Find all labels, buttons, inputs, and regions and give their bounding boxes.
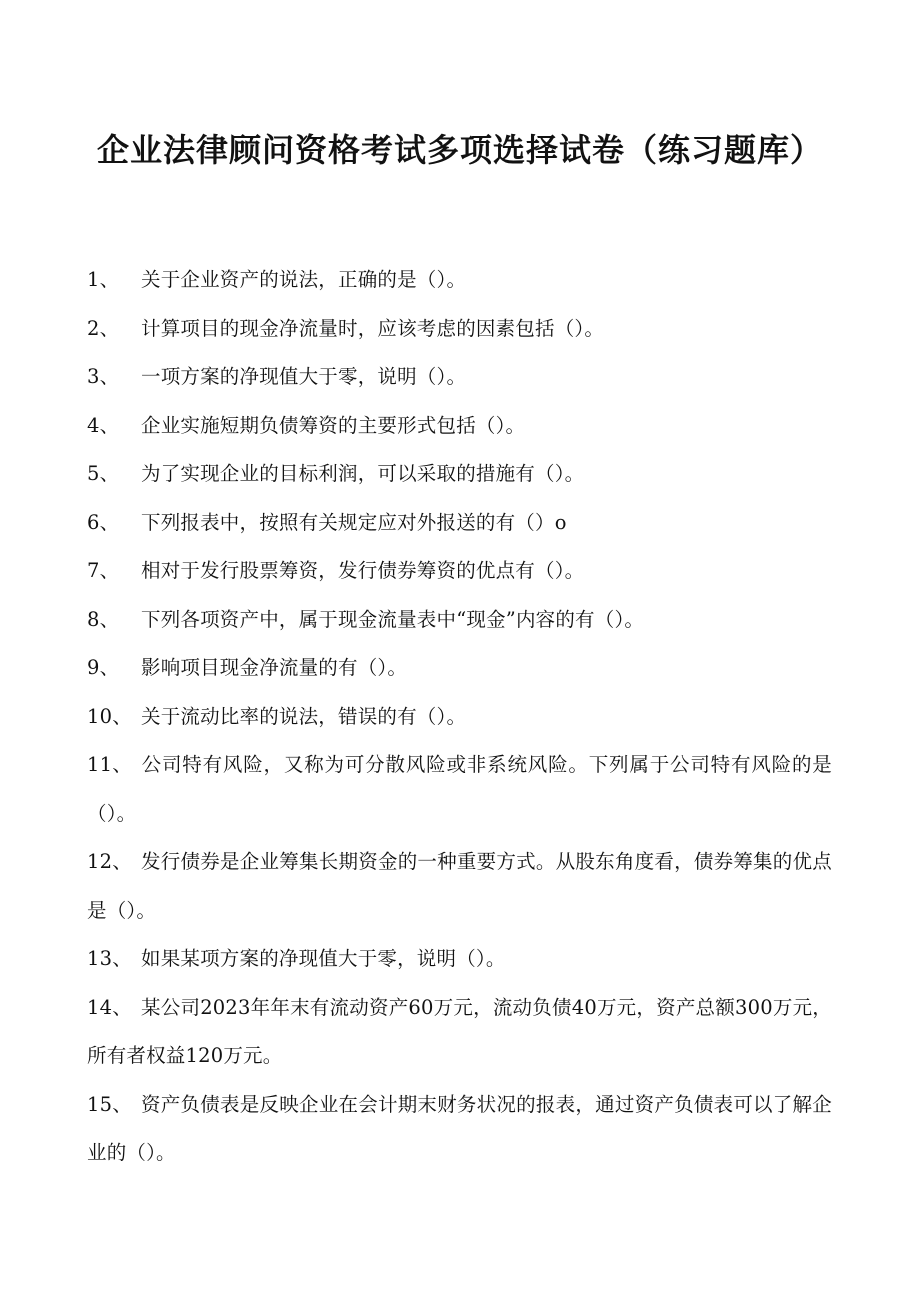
question-number: 4、 <box>87 413 120 437</box>
question-text: 如果某项方案的净现值大于零，说明（）。 <box>141 947 506 970</box>
question-number: 14、 <box>87 995 132 1019</box>
question-number: 10、 <box>87 704 132 728</box>
question-text: 公司特有风险，又称为可分散风险或非系统风险。下列属于公司特有风险的是（）。 <box>87 753 832 825</box>
question-item <box>87 547 832 596</box>
question-item <box>87 693 832 742</box>
question-text: 企业实施短期负债筹资的主要形式包括（）。 <box>141 413 526 437</box>
question-number: 8、 <box>87 607 120 631</box>
question-number: 13、 <box>87 947 132 970</box>
question-text: 为了实现企业的目标利润，可以采取的措施有（）。 <box>141 462 585 485</box>
question-text: 计算项目的现金净流量时，应该考虑的因素包括（）。 <box>141 316 605 340</box>
question-item <box>87 984 832 1081</box>
question-number: 11、 <box>87 753 132 776</box>
question-number: 2、 <box>87 316 120 340</box>
question-text: 某公司2023年年末有流动资产60万元，流动负债40万元，资产总额300万元，所有者权益120万元。 <box>87 995 832 1067</box>
question-text: 关于企业资产的说法，正确的是（）。 <box>141 268 467 291</box>
question-text: 相对于发行股票筹资，发行债券筹资的优点有（）。 <box>141 559 585 582</box>
question-text: 资产负债表是反映企业在会计期末财务状况的报表，通过资产负债表可以了解企业的（）。 <box>87 1092 832 1164</box>
question-number: 9、 <box>87 656 120 679</box>
question-number: 6、 <box>87 510 120 534</box>
question-item <box>87 402 832 451</box>
question-item <box>87 256 832 305</box>
question-number: 1、 <box>87 268 120 291</box>
question-number: 3、 <box>87 365 120 388</box>
question-item <box>87 305 832 354</box>
question-item <box>87 353 832 402</box>
question-number: 7、 <box>87 559 120 582</box>
question-item <box>87 499 832 548</box>
question-text: 影响项目现金净流量的有（）。 <box>141 656 408 679</box>
question-list <box>87 256 832 1178</box>
question-number: 15、 <box>87 1092 132 1116</box>
question-number: 5、 <box>87 462 120 485</box>
question-text: 关于流动比率的说法，错误的有（）。 <box>141 704 467 728</box>
question-text: 一项方案的净现值大于零，说明（）。 <box>141 365 467 388</box>
question-item <box>87 596 832 645</box>
question-item <box>87 935 832 984</box>
question-item <box>87 1081 832 1178</box>
question-text: 发行债券是企业筹集长期资金的一种重要方式。从股东角度看，债券筹集的优点是（）。 <box>87 850 832 922</box>
document-title: 企业法律顾问资格考试多项选择试卷（练习题库） <box>96 131 823 169</box>
question-item <box>87 741 832 838</box>
question-item <box>87 838 832 935</box>
question-item <box>87 450 832 499</box>
question-item <box>87 644 832 693</box>
question-text: 下列报表中，按照有关规定应对外报送的有（）o <box>141 510 567 534</box>
question-text: 下列各项资产中，属于现金流量表中“现金”内容的有（）。 <box>141 607 645 631</box>
question-number: 12、 <box>87 850 132 873</box>
